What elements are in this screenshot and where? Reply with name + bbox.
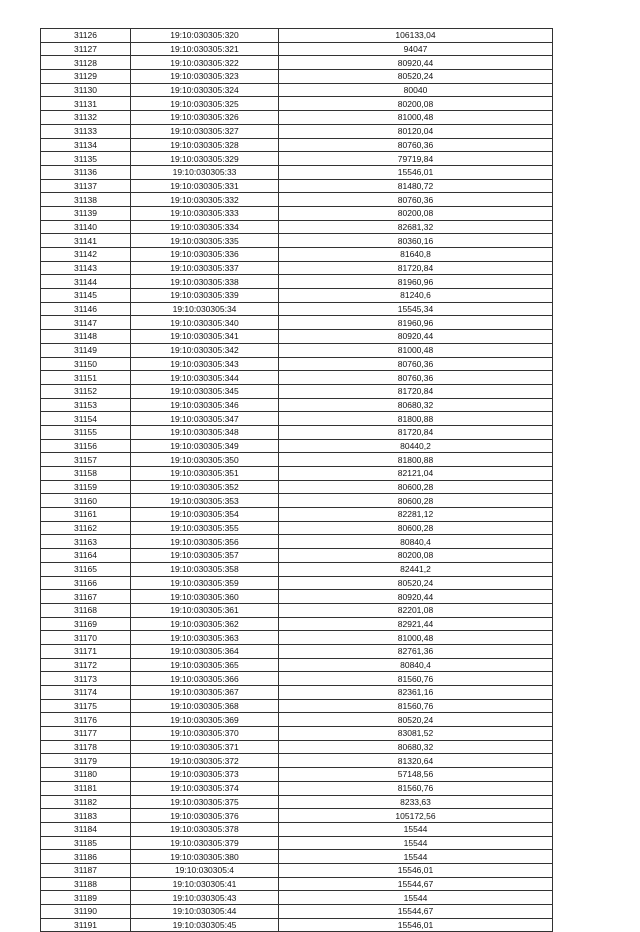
table-row (41, 138, 553, 152)
table-row (41, 699, 553, 713)
table-row (41, 590, 553, 604)
row-number-cell: 31147 (41, 316, 131, 330)
value-cell: 83081,52 (279, 727, 553, 741)
row-number-cell: 31188 (41, 877, 131, 891)
value-cell: 81720,84 (279, 384, 553, 398)
row-number-cell: 31190 (41, 905, 131, 919)
table-row (41, 70, 553, 84)
row-number-cell: 31134 (41, 138, 131, 152)
cadastral-number-cell: 19:10:030305:333 (131, 206, 279, 220)
table-row (41, 412, 553, 426)
cadastral-number-cell: 19:10:030305:380 (131, 850, 279, 864)
cadastral-number-cell: 19:10:030305:323 (131, 70, 279, 84)
cadastral-number-cell: 19:10:030305:348 (131, 425, 279, 439)
value-cell: 80920,44 (279, 330, 553, 344)
cadastral-number-cell: 19:10:030305:355 (131, 521, 279, 535)
cadastral-number-cell: 19:10:030305:353 (131, 494, 279, 508)
value-cell: 80680,32 (279, 398, 553, 412)
value-cell: 81000,48 (279, 631, 553, 645)
value-cell: 15544 (279, 822, 553, 836)
table-row (41, 508, 553, 522)
row-number-cell: 31170 (41, 631, 131, 645)
value-cell: 15544,67 (279, 877, 553, 891)
cadastral-number-cell: 19:10:030305:43 (131, 891, 279, 905)
row-number-cell: 31173 (41, 672, 131, 686)
value-cell: 81000,48 (279, 111, 553, 125)
cadastral-number-cell: 19:10:030305:344 (131, 371, 279, 385)
table-row (41, 398, 553, 412)
row-number-cell: 31177 (41, 727, 131, 741)
cadastral-number-cell: 19:10:030305:375 (131, 795, 279, 809)
value-cell: 82761,36 (279, 644, 553, 658)
table-row (41, 603, 553, 617)
row-number-cell: 31187 (41, 863, 131, 877)
table-row (41, 631, 553, 645)
cadastral-number-cell: 19:10:030305:354 (131, 508, 279, 522)
table-row (41, 877, 553, 891)
table-row (41, 768, 553, 782)
row-number-cell: 31178 (41, 740, 131, 754)
row-number-cell: 31133 (41, 124, 131, 138)
table-body (41, 29, 553, 932)
cadastral-number-cell: 19:10:030305:338 (131, 275, 279, 289)
table-row (41, 686, 553, 700)
row-number-cell: 31157 (41, 453, 131, 467)
cadastral-number-cell: 19:10:030305:359 (131, 576, 279, 590)
value-cell: 80920,44 (279, 590, 553, 604)
value-cell: 15546,01 (279, 863, 553, 877)
cadastral-number-cell: 19:10:030305:366 (131, 672, 279, 686)
table-row (41, 357, 553, 371)
cadastral-number-cell: 19:10:030305:362 (131, 617, 279, 631)
table-row (41, 918, 553, 932)
cadastral-number-cell: 19:10:030305:335 (131, 234, 279, 248)
value-cell: 82441,2 (279, 562, 553, 576)
cadastral-number-cell: 19:10:030305:339 (131, 289, 279, 303)
table-row (41, 713, 553, 727)
value-cell: 80520,24 (279, 713, 553, 727)
cadastral-number-cell: 19:10:030305:4 (131, 863, 279, 877)
table-row (41, 97, 553, 111)
row-number-cell: 31168 (41, 603, 131, 617)
cadastral-number-cell: 19:10:030305:336 (131, 248, 279, 262)
value-cell: 81800,88 (279, 453, 553, 467)
data-table (40, 28, 553, 932)
row-number-cell: 31171 (41, 644, 131, 658)
row-number-cell: 31180 (41, 768, 131, 782)
table-row (41, 795, 553, 809)
table-row (41, 822, 553, 836)
value-cell: 80760,36 (279, 193, 553, 207)
table-row (41, 836, 553, 850)
cadastral-number-cell: 19:10:030305:363 (131, 631, 279, 645)
cadastral-number-cell: 19:10:030305:379 (131, 836, 279, 850)
row-number-cell: 31129 (41, 70, 131, 84)
table-row (41, 206, 553, 220)
row-number-cell: 31184 (41, 822, 131, 836)
table-row (41, 905, 553, 919)
table-row (41, 740, 553, 754)
row-number-cell: 31150 (41, 357, 131, 371)
row-number-cell: 31183 (41, 809, 131, 823)
row-number-cell: 31158 (41, 467, 131, 481)
value-cell: 82201,08 (279, 603, 553, 617)
table-row (41, 29, 553, 43)
row-number-cell: 31149 (41, 343, 131, 357)
table-row (41, 781, 553, 795)
cadastral-number-cell: 19:10:030305:352 (131, 480, 279, 494)
table-row (41, 439, 553, 453)
table-row (41, 261, 553, 275)
row-number-cell: 31162 (41, 521, 131, 535)
cadastral-number-cell: 19:10:030305:372 (131, 754, 279, 768)
table-row (41, 289, 553, 303)
value-cell: 80520,24 (279, 70, 553, 84)
row-number-cell: 31179 (41, 754, 131, 768)
table-row (41, 124, 553, 138)
table-row (41, 275, 553, 289)
table-row (41, 727, 553, 741)
cadastral-number-cell: 19:10:030305:329 (131, 152, 279, 166)
cadastral-number-cell: 19:10:030305:320 (131, 29, 279, 43)
table-row (41, 535, 553, 549)
value-cell: 81240,6 (279, 289, 553, 303)
row-number-cell: 31164 (41, 549, 131, 563)
row-number-cell: 31130 (41, 83, 131, 97)
value-cell: 81960,96 (279, 316, 553, 330)
row-number-cell: 31176 (41, 713, 131, 727)
row-number-cell: 31172 (41, 658, 131, 672)
value-cell: 81560,76 (279, 699, 553, 713)
table-row (41, 809, 553, 823)
cadastral-number-cell: 19:10:030305:334 (131, 220, 279, 234)
value-cell: 106133,04 (279, 29, 553, 43)
cadastral-number-cell: 19:10:030305:326 (131, 111, 279, 125)
row-number-cell: 31142 (41, 248, 131, 262)
row-number-cell: 31141 (41, 234, 131, 248)
row-number-cell: 31189 (41, 891, 131, 905)
table-row (41, 111, 553, 125)
row-number-cell: 31159 (41, 480, 131, 494)
value-cell: 80600,28 (279, 521, 553, 535)
table-row (41, 302, 553, 316)
value-cell: 81320,64 (279, 754, 553, 768)
cadastral-number-cell: 19:10:030305:341 (131, 330, 279, 344)
cadastral-number-cell: 19:10:030305:365 (131, 658, 279, 672)
cadastral-number-cell: 19:10:030305:361 (131, 603, 279, 617)
value-cell: 81480,72 (279, 179, 553, 193)
cadastral-number-cell: 19:10:030305:41 (131, 877, 279, 891)
value-cell: 80200,08 (279, 549, 553, 563)
cadastral-number-cell: 19:10:030305:364 (131, 644, 279, 658)
table-row (41, 644, 553, 658)
row-number-cell: 31128 (41, 56, 131, 70)
row-number-cell: 31155 (41, 425, 131, 439)
value-cell: 82921,44 (279, 617, 553, 631)
cadastral-number-cell: 19:10:030305:33 (131, 165, 279, 179)
table-row (41, 83, 553, 97)
cadastral-number-cell: 19:10:030305:370 (131, 727, 279, 741)
cadastral-number-cell: 19:10:030305:321 (131, 42, 279, 56)
value-cell: 80920,44 (279, 56, 553, 70)
value-cell: 80760,36 (279, 357, 553, 371)
cadastral-number-cell: 19:10:030305:357 (131, 549, 279, 563)
value-cell: 80840,4 (279, 535, 553, 549)
row-number-cell: 31136 (41, 165, 131, 179)
value-cell: 57148,56 (279, 768, 553, 782)
cadastral-number-cell: 19:10:030305:358 (131, 562, 279, 576)
value-cell: 80120,04 (279, 124, 553, 138)
row-number-cell: 31127 (41, 42, 131, 56)
value-cell: 82281,12 (279, 508, 553, 522)
cadastral-number-cell: 19:10:030305:342 (131, 343, 279, 357)
value-cell: 80760,36 (279, 138, 553, 152)
row-number-cell: 31140 (41, 220, 131, 234)
value-cell: 80200,08 (279, 206, 553, 220)
row-number-cell: 31174 (41, 686, 131, 700)
cadastral-number-cell: 19:10:030305:324 (131, 83, 279, 97)
cadastral-number-cell: 19:10:030305:378 (131, 822, 279, 836)
table-row (41, 576, 553, 590)
value-cell: 80520,24 (279, 576, 553, 590)
table-row (41, 425, 553, 439)
cadastral-number-cell: 19:10:030305:345 (131, 384, 279, 398)
value-cell: 8233,63 (279, 795, 553, 809)
row-number-cell: 31185 (41, 836, 131, 850)
value-cell: 81000,48 (279, 343, 553, 357)
value-cell: 80440,2 (279, 439, 553, 453)
row-number-cell: 31156 (41, 439, 131, 453)
row-number-cell: 31132 (41, 111, 131, 125)
value-cell: 15544 (279, 836, 553, 850)
cadastral-number-cell: 19:10:030305:360 (131, 590, 279, 604)
table-row (41, 193, 553, 207)
row-number-cell: 31181 (41, 781, 131, 795)
value-cell: 81560,76 (279, 781, 553, 795)
value-cell: 15546,01 (279, 918, 553, 932)
row-number-cell: 31135 (41, 152, 131, 166)
table-row (41, 863, 553, 877)
row-number-cell: 31161 (41, 508, 131, 522)
row-number-cell: 31169 (41, 617, 131, 631)
row-number-cell: 31146 (41, 302, 131, 316)
cadastral-number-cell: 19:10:030305:369 (131, 713, 279, 727)
row-number-cell: 31126 (41, 29, 131, 43)
value-cell: 81640,8 (279, 248, 553, 262)
table-row (41, 152, 553, 166)
cadastral-number-cell: 19:10:030305:368 (131, 699, 279, 713)
value-cell: 80600,28 (279, 480, 553, 494)
table-row (41, 248, 553, 262)
value-cell: 79719,84 (279, 152, 553, 166)
cadastral-number-cell: 19:10:030305:332 (131, 193, 279, 207)
table-row (41, 56, 553, 70)
table-row (41, 467, 553, 481)
value-cell: 80680,32 (279, 740, 553, 754)
cadastral-number-cell: 19:10:030305:351 (131, 467, 279, 481)
table-row (41, 521, 553, 535)
row-number-cell: 31160 (41, 494, 131, 508)
table-row (41, 165, 553, 179)
table-row (41, 384, 553, 398)
value-cell: 81800,88 (279, 412, 553, 426)
table-row (41, 850, 553, 864)
value-cell: 81720,84 (279, 425, 553, 439)
value-cell: 15544,67 (279, 905, 553, 919)
value-cell: 94047 (279, 42, 553, 56)
table-row (41, 453, 553, 467)
cadastral-number-cell: 19:10:030305:367 (131, 686, 279, 700)
row-number-cell: 31165 (41, 562, 131, 576)
cadastral-number-cell: 19:10:030305:350 (131, 453, 279, 467)
value-cell: 80040 (279, 83, 553, 97)
table-row (41, 179, 553, 193)
cadastral-number-cell: 19:10:030305:356 (131, 535, 279, 549)
value-cell: 81960,96 (279, 275, 553, 289)
cadastral-number-cell: 19:10:030305:327 (131, 124, 279, 138)
table-row (41, 371, 553, 385)
row-number-cell: 31148 (41, 330, 131, 344)
cadastral-number-cell: 19:10:030305:374 (131, 781, 279, 795)
value-cell: 80360,16 (279, 234, 553, 248)
row-number-cell: 31138 (41, 193, 131, 207)
value-cell: 80760,36 (279, 371, 553, 385)
row-number-cell: 31137 (41, 179, 131, 193)
table-row (41, 754, 553, 768)
row-number-cell: 31167 (41, 590, 131, 604)
row-number-cell: 31175 (41, 699, 131, 713)
row-number-cell: 31182 (41, 795, 131, 809)
table-row (41, 617, 553, 631)
row-number-cell: 31191 (41, 918, 131, 932)
row-number-cell: 31151 (41, 371, 131, 385)
value-cell: 82361,16 (279, 686, 553, 700)
table-row (41, 330, 553, 344)
table-row (41, 220, 553, 234)
cadastral-number-cell: 19:10:030305:346 (131, 398, 279, 412)
row-number-cell: 31145 (41, 289, 131, 303)
cadastral-number-cell: 19:10:030305:376 (131, 809, 279, 823)
cadastral-number-cell: 19:10:030305:34 (131, 302, 279, 316)
table-row (41, 658, 553, 672)
table-row (41, 316, 553, 330)
cadastral-number-cell: 19:10:030305:349 (131, 439, 279, 453)
cadastral-number-cell: 19:10:030305:337 (131, 261, 279, 275)
row-number-cell: 31154 (41, 412, 131, 426)
value-cell: 80840,4 (279, 658, 553, 672)
table-row (41, 549, 553, 563)
cadastral-number-cell: 19:10:030305:340 (131, 316, 279, 330)
cadastral-number-cell: 19:10:030305:322 (131, 56, 279, 70)
table-row (41, 480, 553, 494)
cadastral-number-cell: 19:10:030305:331 (131, 179, 279, 193)
table-row (41, 343, 553, 357)
value-cell: 105172,56 (279, 809, 553, 823)
row-number-cell: 31152 (41, 384, 131, 398)
cadastral-number-cell: 19:10:030305:45 (131, 918, 279, 932)
value-cell: 80600,28 (279, 494, 553, 508)
cadastral-number-cell: 19:10:030305:347 (131, 412, 279, 426)
row-number-cell: 31186 (41, 850, 131, 864)
value-cell: 80200,08 (279, 97, 553, 111)
table-row (41, 234, 553, 248)
table-row (41, 672, 553, 686)
cadastral-number-cell: 19:10:030305:328 (131, 138, 279, 152)
row-number-cell: 31163 (41, 535, 131, 549)
row-number-cell: 31166 (41, 576, 131, 590)
cadastral-number-cell: 19:10:030305:44 (131, 905, 279, 919)
table-row (41, 562, 553, 576)
value-cell: 82681,32 (279, 220, 553, 234)
row-number-cell: 31153 (41, 398, 131, 412)
value-cell: 15544 (279, 891, 553, 905)
value-cell: 82121,04 (279, 467, 553, 481)
cadastral-number-cell: 19:10:030305:325 (131, 97, 279, 111)
table-row (41, 891, 553, 905)
row-number-cell: 31131 (41, 97, 131, 111)
value-cell: 15545,34 (279, 302, 553, 316)
table-row (41, 494, 553, 508)
cadastral-number-cell: 19:10:030305:371 (131, 740, 279, 754)
value-cell: 15546,01 (279, 165, 553, 179)
value-cell: 81720,84 (279, 261, 553, 275)
cadastral-number-cell: 19:10:030305:373 (131, 768, 279, 782)
value-cell: 81560,76 (279, 672, 553, 686)
row-number-cell: 31144 (41, 275, 131, 289)
table-row (41, 42, 553, 56)
row-number-cell: 31139 (41, 206, 131, 220)
value-cell: 15544 (279, 850, 553, 864)
cadastral-number-cell: 19:10:030305:343 (131, 357, 279, 371)
row-number-cell: 31143 (41, 261, 131, 275)
